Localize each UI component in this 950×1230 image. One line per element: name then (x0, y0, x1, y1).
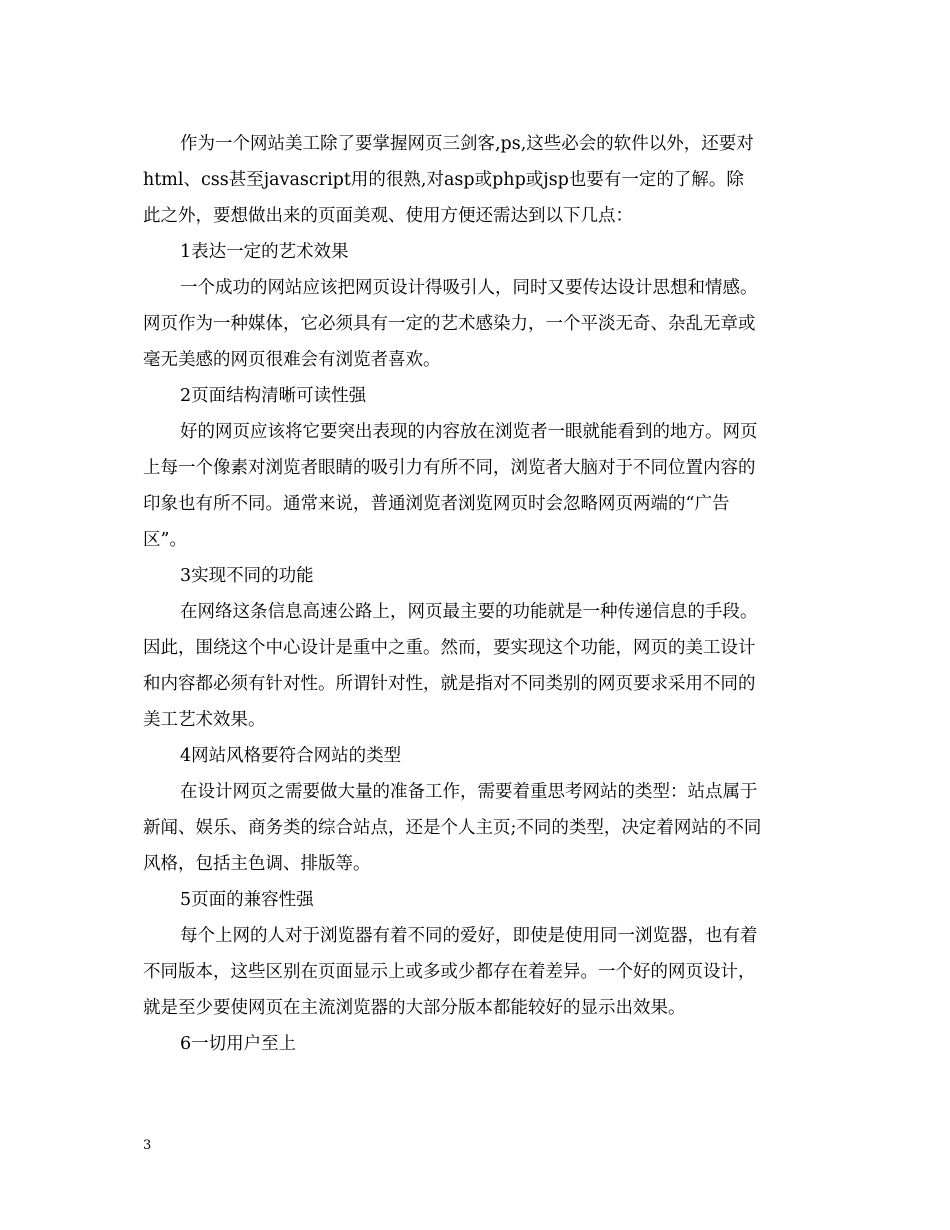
paragraph-line: 区”。 (143, 530, 187, 550)
paragraph-line: 此之外，要想做出来的页面美观、使用方便还需达到以下几点： (143, 206, 633, 226)
paragraph-line: 好的网页应该将它要突出表现的内容放在浏览者一眼就能看到的地方。网页 (180, 422, 758, 442)
paragraph-line: html、css甚至javascript用的很熟,对asp或php或jsp也要有一定的了解。除 (143, 170, 744, 190)
paragraph-line: 在设计网页之需要做大量的准备工作，需要着重思考网站的类型：站点属于 (180, 782, 758, 802)
paragraph-line: 毫无美感的网页很难会有浏览者喜欢。 (143, 350, 441, 370)
paragraph-line: 在网络这条信息高速公路上，网页最主要的功能就是一种传递信息的手段。 (180, 602, 758, 622)
section-heading: 1表达一定的艺术效果 (180, 242, 349, 262)
paragraph-line: 风格，包括主色调、排版等。 (143, 854, 371, 874)
paragraph-line: 和内容都必须有针对性。所谓针对性，就是指对不同类别的网页要求采用不同的 (143, 674, 756, 694)
section-heading: 2页面结构清晰可读性强 (180, 386, 367, 406)
page-number: 3 (143, 1138, 152, 1153)
paragraph-line: 一个成功的网站应该把网页设计得吸引人，同时又要传达设计思想和情感。 (180, 278, 758, 298)
paragraph-line: 美工艺术效果。 (143, 710, 266, 730)
body-text (143, 126, 808, 1062)
section-heading: 6一切用户至上 (180, 1034, 297, 1054)
paragraph-line: 上每一个像素对浏览者眼睛的吸引力有所不同，浏览者大脑对于不同位置内容的 (143, 458, 756, 478)
paragraph-line: 印象也有所不同。通常来说，普通浏览者浏览网页时会忽略网页两端的“广告 (143, 494, 730, 514)
paragraph-line: 作为一个网站美工除了要掌握网页三剑客,ps,这些必会的软件以外，还要对 (180, 134, 754, 154)
paragraph-line: 因此，围绕这个中心设计是重中之重。然而，要实现这个功能，网页的美工设计 (143, 638, 756, 658)
paragraph-line: 网页作为一种媒体，它必须具有一定的艺术感染力，一个平淡无奇、杂乱无章或 (143, 314, 756, 334)
paragraph-line: 新闻、娱乐、商务类的综合站点，还是个人主页;不同的类型，决定着网站的不同 (143, 818, 762, 838)
section-heading: 4网站风格要符合网站的类型 (180, 746, 402, 766)
paragraph-line: 不同版本，这些区别在页面显示上或多或少都存在着差异。一个好的网页设计， (143, 962, 756, 982)
section-heading: 3实现不同的功能 (180, 566, 314, 586)
section-heading: 5页面的兼容性强 (180, 890, 314, 910)
paragraph-line: 每个上网的人对于浏览器有着不同的爱好，即使是使用同一浏览器，也有着 (180, 926, 758, 946)
paragraph-line: 就是至少要使网页在主流浏览器的大部分版本都能较好的显示出效果。 (143, 998, 686, 1018)
